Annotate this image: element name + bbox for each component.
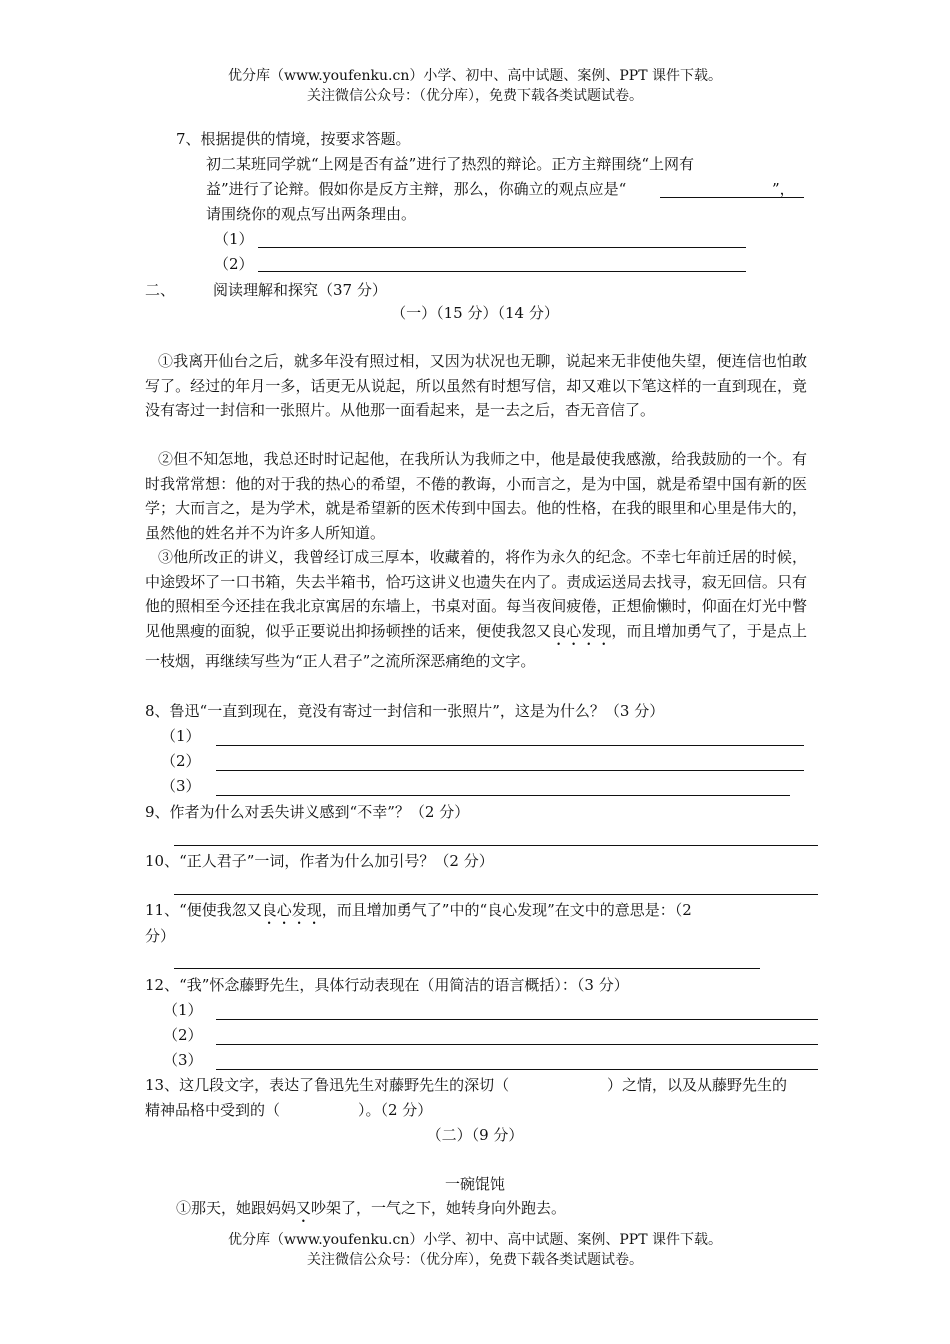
q12-answer-3-label: （3） — [163, 1051, 203, 1069]
q8-answer-1-label: （1） — [161, 727, 201, 745]
q8-answer-2-label: （2） — [161, 752, 201, 770]
q10-text: 10、“正人君子”一词，作者为什么加引号？（2 分） — [145, 852, 494, 870]
section2-number: 二、 — [145, 281, 176, 299]
footer-line-1: 优分库（www.youfenku.cn）小学、初中、高中试题、案例、PPT 课件下载。 — [227, 1232, 722, 1248]
q12-answer-2-blank[interactable] — [216, 1044, 818, 1045]
q10-answer-blank[interactable] — [174, 894, 818, 895]
q8-answer-2-blank[interactable] — [216, 770, 804, 771]
q7-reason-2-label: （2） — [214, 255, 254, 273]
q8-answer-3-label: （3） — [161, 777, 201, 795]
q7-viewpoint-blank[interactable] — [660, 197, 804, 198]
footer-line-2: 关注微信公众号：（优分库），免费下载各类试题试卷。 — [307, 1252, 643, 1268]
q7-reason-2-blank[interactable] — [258, 271, 746, 272]
q11-pre: 11、“便使我忽又 — [145, 901, 262, 919]
passage1-p3-part-a: ③他所改正的讲义，我曾经订成三厚本，收藏着的，将作为永久的纪念。不幸七年前迁居的时候，中途毁坏了一口书箱，失去半箱书，恰巧这讲义也遗失在内了。责成运送局去找寻，寂无回信。只有他的照相至今还挂在我北京寓居的东墙上，书桌对面。每当夜间疲倦，正想偷懒时，仰面在灯光中瞥见他黑瘦的面貌，似乎正要说出抑扬顿挫的话来，便使我忽又 — [145, 548, 807, 640]
q7-line-1: 初二某班同学就“上网是否有益”进行了热烈的辩论。正方主辩围绕“上网有 — [206, 155, 695, 173]
q9-answer-blank[interactable] — [174, 845, 818, 846]
story-p1-part-b: 吵架了，一气之下，她转身向外跑去。 — [311, 1199, 567, 1217]
q8-text: 8、鲁迅“一直到现在，竟没有寄过一封信和一张照片”，这是为什么？（3 分） — [145, 702, 665, 720]
passage1-paragraph-2: ②但不知怎地，我总还时时记起他，在我所认为我师之中，他是最使我感激，给我鼓励的一个。有时我常常想：他的对于我的热心的希望，不倦的教诲，小而言之，是为中国，就是希望中国有新的医学；大而言之，是为学术，就是希望新的医术传到中国去。他的性格，在我的眼里和心里是伟大的，虽然他的姓名并不为许多人所知道。 — [145, 450, 807, 542]
header-line-2: 关注微信公众号：（优分库），免费下载各类试题试卷。 — [307, 88, 643, 104]
q7-line-2: 益”进行了论辩。假如你是反方主辩，那么，你确立的观点应是“ — [206, 180, 627, 198]
q9-text: 9、作者为什么对丢失讲义感到“不幸”？（2 分） — [145, 803, 470, 821]
q11-text-cont: 分） — [145, 927, 176, 945]
passage1-paragraph-3 — [145, 545, 807, 673]
q7-line-2-end: ”， — [772, 180, 795, 198]
part2-title: （二）（9 分） — [426, 1126, 524, 1144]
q7-title: 7、根据提供的情境，按要求答题。 — [176, 130, 411, 148]
q12-text: 12、“我”怀念藤野先生，具体行动表现在（用简洁的语言概括）：（3 分） — [145, 976, 629, 994]
q12-answer-3-blank[interactable] — [216, 1069, 818, 1070]
q13-line-2b: ）。（2 分） — [358, 1101, 433, 1119]
q7-reason-1-label: （1） — [214, 230, 254, 248]
passage1-emphasis-conscience: 良心发现 — [551, 621, 612, 640]
q7-reason-1-blank[interactable] — [258, 247, 746, 248]
header-line-1: 优分库（www.youfenku.cn）小学、初中、高中试题、案例、PPT 课件下载。 — [227, 68, 722, 84]
part1-title: （一）（15 分）（14 分） — [391, 304, 559, 322]
q11-post: ，而且增加勇气了”中的“良心发现”在文中的意思是：（2 — [321, 901, 692, 919]
q13-line-2a: 精神品格中受到的（ — [145, 1101, 281, 1119]
q12-answer-1-blank[interactable] — [216, 1019, 818, 1020]
q13-line-1a: 13、这几段文字，表达了鲁迅先生对藤野先生的深切（ — [145, 1076, 510, 1094]
section2-title: 阅读理解和探究（37 分） — [213, 281, 387, 299]
story-paragraph-1 — [176, 1197, 566, 1226]
passage1-paragraph-1: ①我离开仙台之后，就多年没有照过相，又因为状况也无聊，说起来无非使他失望，便连信也怕敢写了。经过的年月一多，话更无从说起，所以虽然有时想写信，却又难以下笔这样的一直到现在，竟没有寄过一封信和一张照片。从他那一面看起来，是一去之后，杳无音信了。 — [145, 352, 807, 419]
story-p1-part-a: ①那天，她跟妈妈 — [176, 1199, 297, 1217]
q11-text — [145, 899, 692, 928]
story-title: 一碗馄饨 — [444, 1175, 505, 1193]
q12-answer-1-label: （1） — [163, 1001, 203, 1019]
q8-answer-3-blank[interactable] — [216, 795, 790, 796]
q13-line-1b: ）之情，以及从藤野先生的 — [607, 1076, 788, 1094]
passage1-p3-part-b: ，而且增加勇气了，于是点上一枝烟，再继续写些为“正人君子”之流所深恶痛绝的文字。 — [145, 621, 807, 670]
q11-answer-blank[interactable] — [174, 968, 760, 969]
q7-line-3: 请围绕你的观点写出两条理由。 — [206, 205, 417, 223]
q11-emphasis-conscience: 良心发现 — [261, 901, 322, 919]
q8-answer-1-blank[interactable] — [216, 745, 804, 746]
q12-answer-2-label: （2） — [163, 1026, 203, 1044]
story-emphasis-again: 又 — [296, 1199, 312, 1217]
